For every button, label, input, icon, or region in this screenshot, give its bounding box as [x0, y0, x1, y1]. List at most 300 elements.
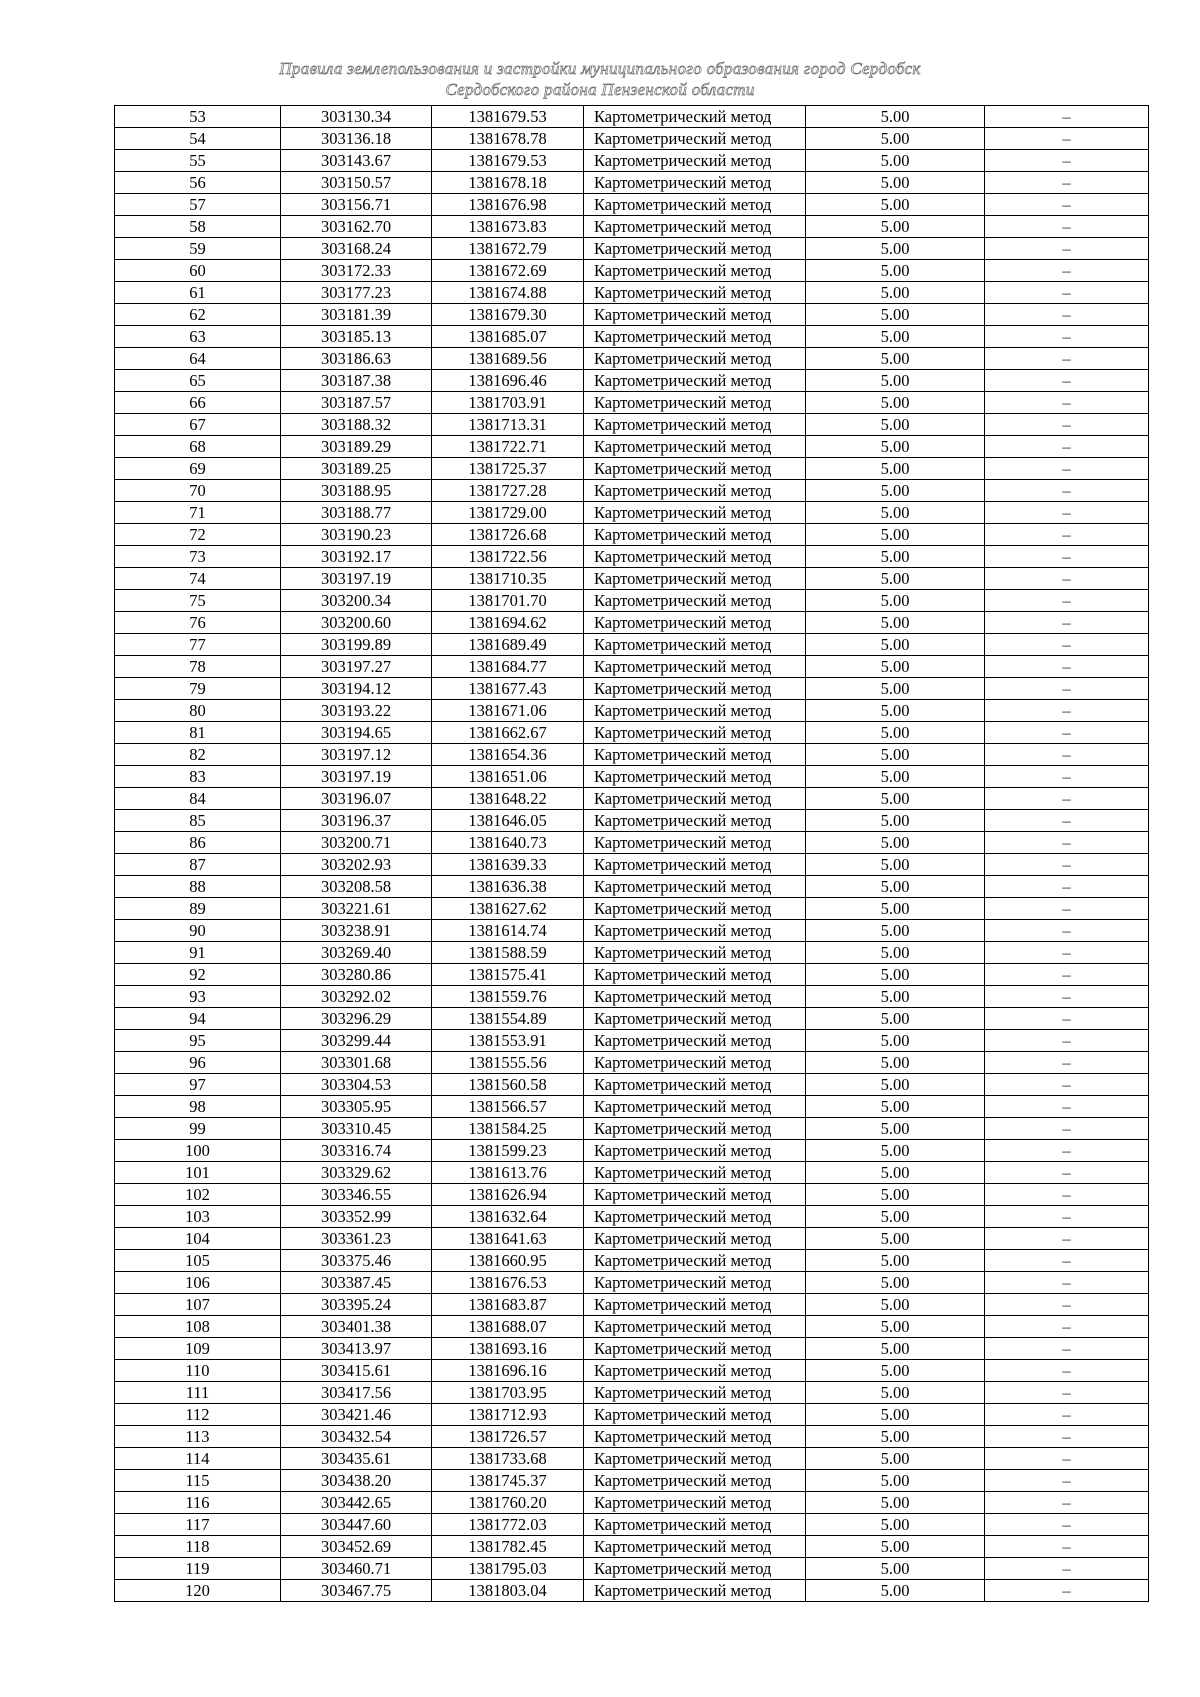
table-row — [115, 964, 1149, 986]
note-cell: – — [985, 1558, 1149, 1580]
x-coordinate-cell: 303432.54 — [281, 1426, 432, 1448]
note-cell: – — [985, 1272, 1149, 1294]
y-coordinate-cell: 1381745.37 — [432, 1470, 584, 1492]
y-coordinate-cell: 1381729.00 — [432, 502, 584, 524]
x-coordinate-cell: 303189.29 — [281, 436, 432, 458]
table-row — [115, 854, 1149, 876]
y-coordinate-cell: 1381710.35 — [432, 568, 584, 590]
accuracy-cell: 5.00 — [806, 1514, 985, 1536]
method-cell: Картометрический метод — [584, 1074, 806, 1096]
accuracy-cell: 5.00 — [806, 546, 985, 568]
accuracy-cell: 5.00 — [806, 1074, 985, 1096]
table-row — [115, 326, 1149, 348]
point-number-cell: 101 — [115, 1162, 281, 1184]
y-coordinate-cell: 1381560.58 — [432, 1074, 584, 1096]
x-coordinate-cell: 303299.44 — [281, 1030, 432, 1052]
method-cell: Картометрический метод — [584, 370, 806, 392]
x-coordinate-cell: 303196.07 — [281, 788, 432, 810]
y-coordinate-cell: 1381726.57 — [432, 1426, 584, 1448]
x-coordinate-cell: 303304.53 — [281, 1074, 432, 1096]
accuracy-cell: 5.00 — [806, 700, 985, 722]
x-coordinate-cell: 303190.23 — [281, 524, 432, 546]
y-coordinate-cell: 1381660.95 — [432, 1250, 584, 1272]
x-coordinate-cell: 303197.19 — [281, 766, 432, 788]
method-cell: Картометрический метод — [584, 150, 806, 172]
y-coordinate-cell: 1381679.53 — [432, 106, 584, 128]
x-coordinate-cell: 303194.12 — [281, 678, 432, 700]
point-number-cell: 103 — [115, 1206, 281, 1228]
note-cell: – — [985, 964, 1149, 986]
x-coordinate-cell: 303438.20 — [281, 1470, 432, 1492]
note-cell: – — [985, 810, 1149, 832]
table-row — [115, 282, 1149, 304]
note-cell: – — [985, 1338, 1149, 1360]
table-row — [115, 568, 1149, 590]
accuracy-cell: 5.00 — [806, 656, 985, 678]
method-cell: Картометрический метод — [584, 854, 806, 876]
method-cell: Картометрический метод — [584, 810, 806, 832]
x-coordinate-cell: 303162.70 — [281, 216, 432, 238]
accuracy-cell: 5.00 — [806, 436, 985, 458]
method-cell: Картометрический метод — [584, 1250, 806, 1272]
method-cell: Картометрический метод — [584, 1514, 806, 1536]
point-number-cell: 66 — [115, 392, 281, 414]
table-row — [115, 986, 1149, 1008]
method-cell: Картометрический метод — [584, 1536, 806, 1558]
x-coordinate-cell: 303202.93 — [281, 854, 432, 876]
accuracy-cell: 5.00 — [806, 1426, 985, 1448]
method-cell: Картометрический метод — [584, 128, 806, 150]
method-cell: Картометрический метод — [584, 1360, 806, 1382]
table-row — [115, 1272, 1149, 1294]
point-number-cell: 83 — [115, 766, 281, 788]
method-cell: Картометрический метод — [584, 634, 806, 656]
y-coordinate-cell: 1381674.88 — [432, 282, 584, 304]
x-coordinate-cell: 303401.38 — [281, 1316, 432, 1338]
x-coordinate-cell: 303199.89 — [281, 634, 432, 656]
point-number-cell: 60 — [115, 260, 281, 282]
note-cell: – — [985, 920, 1149, 942]
point-number-cell: 92 — [115, 964, 281, 986]
method-cell: Картометрический метод — [584, 260, 806, 282]
note-cell: – — [985, 568, 1149, 590]
y-coordinate-cell: 1381713.31 — [432, 414, 584, 436]
point-number-cell: 104 — [115, 1228, 281, 1250]
accuracy-cell: 5.00 — [806, 414, 985, 436]
x-coordinate-cell: 303197.19 — [281, 568, 432, 590]
y-coordinate-cell: 1381599.23 — [432, 1140, 584, 1162]
note-cell: – — [985, 1052, 1149, 1074]
table-row — [115, 150, 1149, 172]
accuracy-cell: 5.00 — [806, 480, 985, 502]
point-number-cell: 113 — [115, 1426, 281, 1448]
y-coordinate-cell: 1381626.94 — [432, 1184, 584, 1206]
point-number-cell: 100 — [115, 1140, 281, 1162]
table-row — [115, 1360, 1149, 1382]
accuracy-cell: 5.00 — [806, 1206, 985, 1228]
point-number-cell: 74 — [115, 568, 281, 590]
x-coordinate-cell: 303156.71 — [281, 194, 432, 216]
table-row — [115, 656, 1149, 678]
accuracy-cell: 5.00 — [806, 1140, 985, 1162]
y-coordinate-cell: 1381701.70 — [432, 590, 584, 612]
table-row — [115, 766, 1149, 788]
note-cell: – — [985, 1118, 1149, 1140]
point-number-cell: 59 — [115, 238, 281, 260]
point-number-cell: 64 — [115, 348, 281, 370]
method-cell: Картометрический метод — [584, 722, 806, 744]
method-cell: Картометрический метод — [584, 106, 806, 128]
method-cell: Картометрический метод — [584, 590, 806, 612]
accuracy-cell: 5.00 — [806, 172, 985, 194]
method-cell: Картометрический метод — [584, 1030, 806, 1052]
x-coordinate-cell: 303329.62 — [281, 1162, 432, 1184]
table-row — [115, 744, 1149, 766]
x-coordinate-cell: 303197.27 — [281, 656, 432, 678]
y-coordinate-cell: 1381688.07 — [432, 1316, 584, 1338]
note-cell: – — [985, 1184, 1149, 1206]
accuracy-cell: 5.00 — [806, 1052, 985, 1074]
point-number-cell: 76 — [115, 612, 281, 634]
method-cell: Картометрический метод — [584, 568, 806, 590]
accuracy-cell: 5.00 — [806, 260, 985, 282]
accuracy-cell: 5.00 — [806, 1360, 985, 1382]
x-coordinate-cell: 303200.71 — [281, 832, 432, 854]
y-coordinate-cell: 1381673.83 — [432, 216, 584, 238]
note-cell: – — [985, 238, 1149, 260]
table-row — [115, 1140, 1149, 1162]
point-number-cell: 108 — [115, 1316, 281, 1338]
x-coordinate-cell: 303136.18 — [281, 128, 432, 150]
table-row — [115, 128, 1149, 150]
note-cell: – — [985, 414, 1149, 436]
method-cell: Картометрический метод — [584, 986, 806, 1008]
method-cell: Картометрический метод — [584, 1294, 806, 1316]
table-row — [115, 1184, 1149, 1206]
x-coordinate-cell: 303187.38 — [281, 370, 432, 392]
y-coordinate-cell: 1381782.45 — [432, 1536, 584, 1558]
point-number-cell: 75 — [115, 590, 281, 612]
note-cell: – — [985, 1536, 1149, 1558]
x-coordinate-cell: 303447.60 — [281, 1514, 432, 1536]
x-coordinate-cell: 303292.02 — [281, 986, 432, 1008]
point-number-cell: 81 — [115, 722, 281, 744]
accuracy-cell: 5.00 — [806, 1030, 985, 1052]
accuracy-cell: 5.00 — [806, 1316, 985, 1338]
table-row — [115, 1426, 1149, 1448]
x-coordinate-cell: 303196.37 — [281, 810, 432, 832]
table-row — [115, 1250, 1149, 1272]
x-coordinate-cell: 303352.99 — [281, 1206, 432, 1228]
point-number-cell: 99 — [115, 1118, 281, 1140]
method-cell: Картометрический метод — [584, 876, 806, 898]
note-cell: – — [985, 1360, 1149, 1382]
y-coordinate-cell: 1381772.03 — [432, 1514, 584, 1536]
y-coordinate-cell: 1381651.06 — [432, 766, 584, 788]
x-coordinate-cell: 303186.63 — [281, 348, 432, 370]
table-row — [115, 700, 1149, 722]
table-row — [115, 392, 1149, 414]
note-cell: – — [985, 854, 1149, 876]
method-cell: Картометрический метод — [584, 326, 806, 348]
y-coordinate-cell: 1381646.05 — [432, 810, 584, 832]
accuracy-cell: 5.00 — [806, 1580, 985, 1602]
note-cell: – — [985, 106, 1149, 128]
point-number-cell: 116 — [115, 1492, 281, 1514]
note-cell: – — [985, 590, 1149, 612]
coordinates-table — [114, 105, 1149, 1602]
point-number-cell: 72 — [115, 524, 281, 546]
point-number-cell: 65 — [115, 370, 281, 392]
accuracy-cell: 5.00 — [806, 524, 985, 546]
point-number-cell: 120 — [115, 1580, 281, 1602]
y-coordinate-cell: 1381726.68 — [432, 524, 584, 546]
header-line-2: Сердобского района Пензенской области — [445, 80, 755, 99]
note-cell: – — [985, 1096, 1149, 1118]
note-cell: – — [985, 326, 1149, 348]
method-cell: Картометрический метод — [584, 1140, 806, 1162]
point-number-cell: 109 — [115, 1338, 281, 1360]
accuracy-cell: 5.00 — [806, 810, 985, 832]
method-cell: Картометрический метод — [584, 1492, 806, 1514]
method-cell: Картометрический метод — [584, 524, 806, 546]
table-row — [115, 1514, 1149, 1536]
x-coordinate-cell: 303168.24 — [281, 238, 432, 260]
y-coordinate-cell: 1381613.76 — [432, 1162, 584, 1184]
table-row — [115, 546, 1149, 568]
table-row — [115, 832, 1149, 854]
x-coordinate-cell: 303467.75 — [281, 1580, 432, 1602]
x-coordinate-cell: 303130.34 — [281, 106, 432, 128]
point-number-cell: 87 — [115, 854, 281, 876]
y-coordinate-cell: 1381689.49 — [432, 634, 584, 656]
table-row — [115, 1206, 1149, 1228]
y-coordinate-cell: 1381693.16 — [432, 1338, 584, 1360]
accuracy-cell: 5.00 — [806, 1250, 985, 1272]
x-coordinate-cell: 303413.97 — [281, 1338, 432, 1360]
y-coordinate-cell: 1381679.53 — [432, 150, 584, 172]
y-coordinate-cell: 1381677.43 — [432, 678, 584, 700]
method-cell: Картометрический метод — [584, 194, 806, 216]
y-coordinate-cell: 1381696.46 — [432, 370, 584, 392]
point-number-cell: 57 — [115, 194, 281, 216]
method-cell: Картометрический метод — [584, 1448, 806, 1470]
method-cell: Картометрический метод — [584, 238, 806, 260]
x-coordinate-cell: 303188.95 — [281, 480, 432, 502]
table-row — [115, 678, 1149, 700]
accuracy-cell: 5.00 — [806, 1448, 985, 1470]
accuracy-cell: 5.00 — [806, 612, 985, 634]
note-cell: – — [985, 150, 1149, 172]
accuracy-cell: 5.00 — [806, 1470, 985, 1492]
point-number-cell: 114 — [115, 1448, 281, 1470]
note-cell: – — [985, 392, 1149, 414]
accuracy-cell: 5.00 — [806, 1536, 985, 1558]
note-cell: – — [985, 1294, 1149, 1316]
accuracy-cell: 5.00 — [806, 1096, 985, 1118]
method-cell: Картометрический метод — [584, 414, 806, 436]
note-cell: – — [985, 524, 1149, 546]
y-coordinate-cell: 1381627.62 — [432, 898, 584, 920]
accuracy-cell: 5.00 — [806, 722, 985, 744]
method-cell: Картометрический метод — [584, 1162, 806, 1184]
table-row — [115, 1536, 1149, 1558]
note-cell: – — [985, 986, 1149, 1008]
note-cell: – — [985, 1074, 1149, 1096]
table-row — [115, 436, 1149, 458]
accuracy-cell: 5.00 — [806, 832, 985, 854]
table-row — [115, 304, 1149, 326]
x-coordinate-cell: 303187.57 — [281, 392, 432, 414]
note-cell: – — [985, 766, 1149, 788]
y-coordinate-cell: 1381640.73 — [432, 832, 584, 854]
x-coordinate-cell: 303460.71 — [281, 1558, 432, 1580]
point-number-cell: 115 — [115, 1470, 281, 1492]
note-cell: – — [985, 1382, 1149, 1404]
accuracy-cell: 5.00 — [806, 744, 985, 766]
note-cell: – — [985, 436, 1149, 458]
x-coordinate-cell: 303417.56 — [281, 1382, 432, 1404]
accuracy-cell: 5.00 — [806, 678, 985, 700]
accuracy-cell: 5.00 — [806, 920, 985, 942]
y-coordinate-cell: 1381566.57 — [432, 1096, 584, 1118]
method-cell: Картометрический метод — [584, 458, 806, 480]
note-cell: – — [985, 1008, 1149, 1030]
method-cell: Картометрический метод — [584, 1184, 806, 1206]
method-cell: Картометрический метод — [584, 788, 806, 810]
x-coordinate-cell: 303421.46 — [281, 1404, 432, 1426]
x-coordinate-cell: 303452.69 — [281, 1536, 432, 1558]
method-cell: Картометрический метод — [584, 1470, 806, 1492]
x-coordinate-cell: 303238.91 — [281, 920, 432, 942]
table-row — [115, 898, 1149, 920]
table-row — [115, 524, 1149, 546]
accuracy-cell: 5.00 — [806, 876, 985, 898]
accuracy-cell: 5.00 — [806, 370, 985, 392]
note-cell: – — [985, 788, 1149, 810]
point-number-cell: 112 — [115, 1404, 281, 1426]
table-row — [115, 502, 1149, 524]
table-row — [115, 348, 1149, 370]
method-cell: Картометрический метод — [584, 1580, 806, 1602]
method-cell: Картометрический метод — [584, 1206, 806, 1228]
y-coordinate-cell: 1381689.56 — [432, 348, 584, 370]
x-coordinate-cell: 303310.45 — [281, 1118, 432, 1140]
y-coordinate-cell: 1381727.28 — [432, 480, 584, 502]
method-cell: Картометрический метод — [584, 282, 806, 304]
y-coordinate-cell: 1381679.30 — [432, 304, 584, 326]
method-cell: Картометрический метод — [584, 348, 806, 370]
y-coordinate-cell: 1381588.59 — [432, 942, 584, 964]
y-coordinate-cell: 1381672.69 — [432, 260, 584, 282]
table-row — [115, 1162, 1149, 1184]
note-cell: – — [985, 260, 1149, 282]
point-number-cell: 93 — [115, 986, 281, 1008]
method-cell: Картометрический метод — [584, 1118, 806, 1140]
method-cell: Картометрический метод — [584, 216, 806, 238]
x-coordinate-cell: 303361.23 — [281, 1228, 432, 1250]
accuracy-cell: 5.00 — [806, 964, 985, 986]
note-cell: – — [985, 172, 1149, 194]
method-cell: Картометрический метод — [584, 1096, 806, 1118]
y-coordinate-cell: 1381760.20 — [432, 1492, 584, 1514]
x-coordinate-cell: 303189.25 — [281, 458, 432, 480]
y-coordinate-cell: 1381641.63 — [432, 1228, 584, 1250]
x-coordinate-cell: 303395.24 — [281, 1294, 432, 1316]
y-coordinate-cell: 1381722.56 — [432, 546, 584, 568]
method-cell: Картометрический метод — [584, 1338, 806, 1360]
accuracy-cell: 5.00 — [806, 634, 985, 656]
method-cell: Картометрический метод — [584, 1316, 806, 1338]
method-cell: Картометрический метод — [584, 920, 806, 942]
y-coordinate-cell: 1381678.18 — [432, 172, 584, 194]
y-coordinate-cell: 1381712.93 — [432, 1404, 584, 1426]
note-cell: – — [985, 722, 1149, 744]
y-coordinate-cell: 1381725.37 — [432, 458, 584, 480]
point-number-cell: 61 — [115, 282, 281, 304]
point-number-cell: 111 — [115, 1382, 281, 1404]
point-number-cell: 90 — [115, 920, 281, 942]
accuracy-cell: 5.00 — [806, 150, 985, 172]
x-coordinate-cell: 303296.29 — [281, 1008, 432, 1030]
x-coordinate-cell: 303200.34 — [281, 590, 432, 612]
x-coordinate-cell: 303435.61 — [281, 1448, 432, 1470]
method-cell: Картометрический метод — [584, 744, 806, 766]
x-coordinate-cell: 303188.32 — [281, 414, 432, 436]
note-cell: – — [985, 1228, 1149, 1250]
point-number-cell: 102 — [115, 1184, 281, 1206]
note-cell: – — [985, 480, 1149, 502]
method-cell: Картометрический метод — [584, 392, 806, 414]
accuracy-cell: 5.00 — [806, 1272, 985, 1294]
note-cell: – — [985, 744, 1149, 766]
table-row — [115, 370, 1149, 392]
y-coordinate-cell: 1381694.62 — [432, 612, 584, 634]
method-cell: Картометрический метод — [584, 1558, 806, 1580]
accuracy-cell: 5.00 — [806, 986, 985, 1008]
y-coordinate-cell: 1381559.76 — [432, 986, 584, 1008]
point-number-cell: 86 — [115, 832, 281, 854]
y-coordinate-cell: 1381696.16 — [432, 1360, 584, 1382]
accuracy-cell: 5.00 — [806, 458, 985, 480]
note-cell: – — [985, 700, 1149, 722]
x-coordinate-cell: 303221.61 — [281, 898, 432, 920]
x-coordinate-cell: 303197.12 — [281, 744, 432, 766]
accuracy-cell: 5.00 — [806, 304, 985, 326]
accuracy-cell: 5.00 — [806, 238, 985, 260]
method-cell: Картометрический метод — [584, 172, 806, 194]
y-coordinate-cell: 1381684.77 — [432, 656, 584, 678]
point-number-cell: 69 — [115, 458, 281, 480]
note-cell: – — [985, 1492, 1149, 1514]
table-row — [115, 1492, 1149, 1514]
x-coordinate-cell: 303280.86 — [281, 964, 432, 986]
accuracy-cell: 5.00 — [806, 1338, 985, 1360]
method-cell: Картометрический метод — [584, 678, 806, 700]
y-coordinate-cell: 1381632.64 — [432, 1206, 584, 1228]
accuracy-cell: 5.00 — [806, 590, 985, 612]
note-cell: – — [985, 1426, 1149, 1448]
y-coordinate-cell: 1381553.91 — [432, 1030, 584, 1052]
table-row — [115, 480, 1149, 502]
y-coordinate-cell: 1381722.71 — [432, 436, 584, 458]
accuracy-cell: 5.00 — [806, 788, 985, 810]
table-row — [115, 1008, 1149, 1030]
x-coordinate-cell: 303185.13 — [281, 326, 432, 348]
y-coordinate-cell: 1381584.25 — [432, 1118, 584, 1140]
note-cell: – — [985, 1316, 1149, 1338]
table-row — [115, 458, 1149, 480]
